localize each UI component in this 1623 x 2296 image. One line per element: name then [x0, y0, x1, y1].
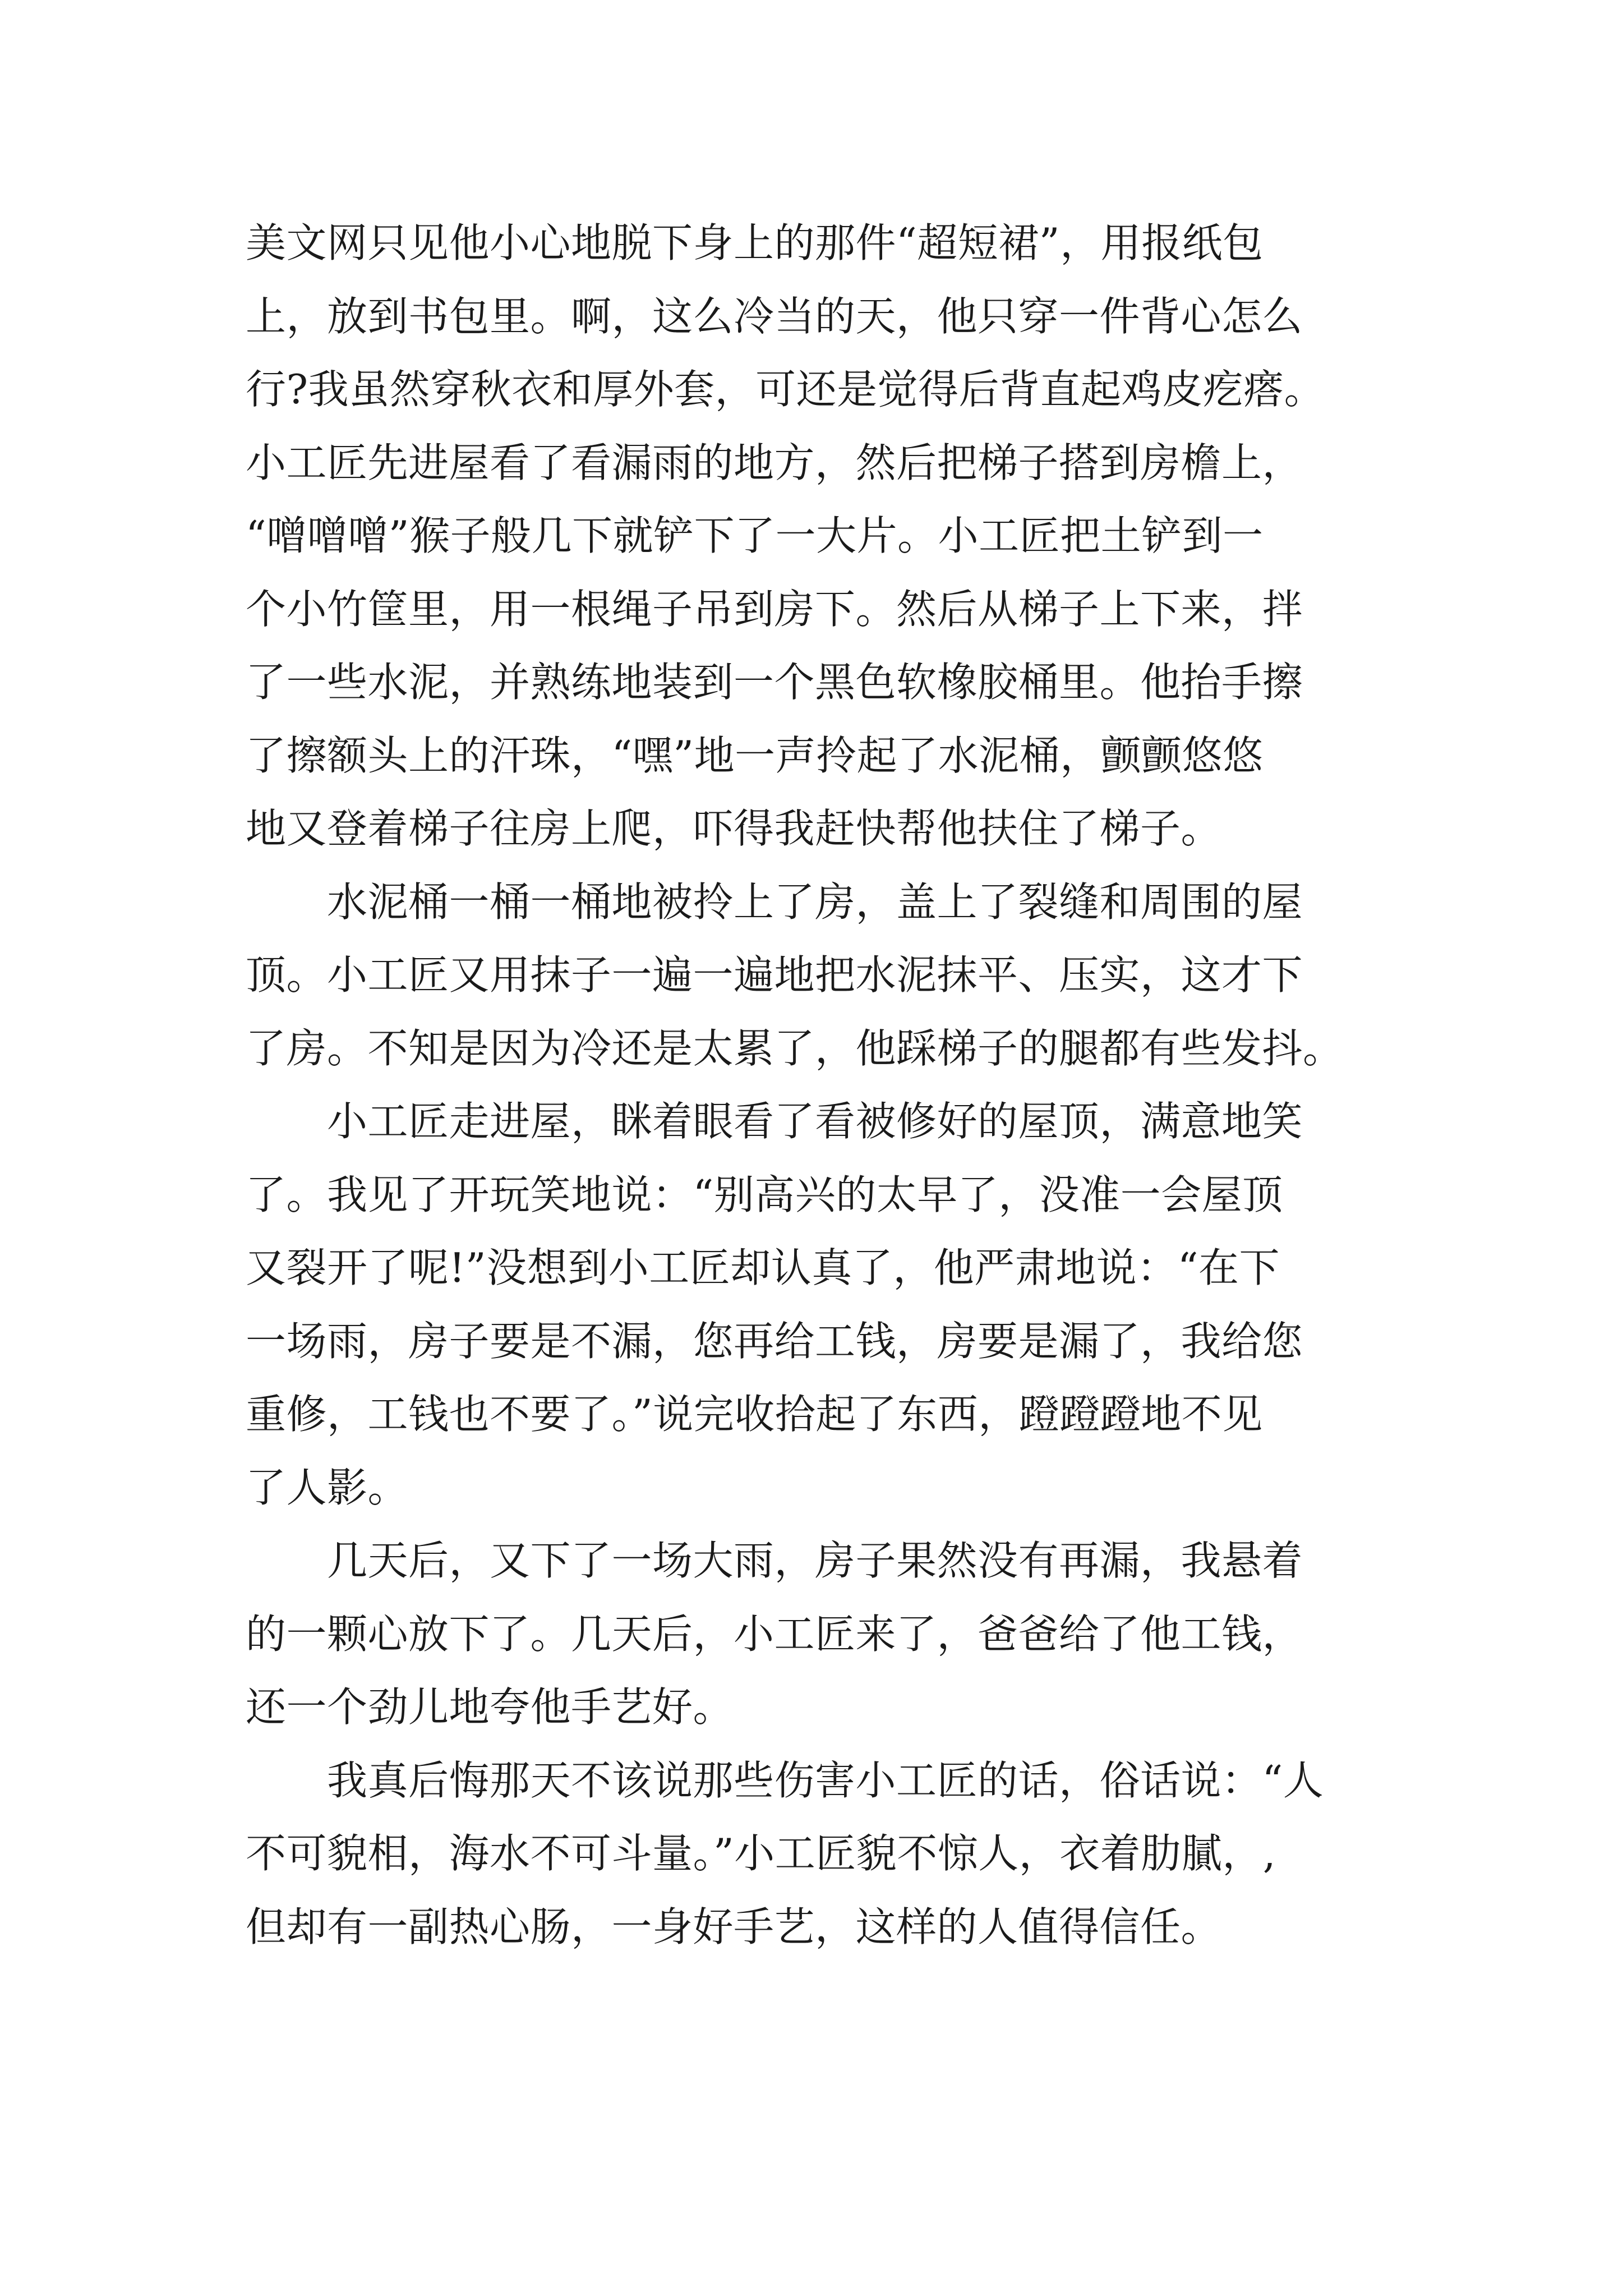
- text-line-3: 行?我虽然穿秋衣和厚外套，可还是觉得后背直起鸡皮疙瘩。: [246, 366, 1325, 413]
- text-line-19: 几天后，又下了一场大雨，房子果然没有再漏，我悬着: [246, 1537, 1303, 1584]
- text-line-1: 美文网只见他小心地脱下身上的那件“超短裙”，用报纸包: [246, 219, 1264, 266]
- text-line-24: 但却有一副热心肠，一身好手艺，这样的人值得信任。: [246, 1903, 1222, 1950]
- text-line-16: 一场雨，房子要是不漏，您再给工钱，房要是漏了，我给您: [246, 1317, 1303, 1365]
- text-line-7: 了一些水泥，并熟练地装到一个黑色软橡胶桶里。他抬手擦: [246, 659, 1303, 706]
- text-line-13: 小工匠走进屋，眯着眼看了看被修好的屋顶，满意地笑: [246, 1098, 1303, 1145]
- text-line-21: 还一个劲儿地夸他手艺好。: [246, 1683, 734, 1731]
- text-line-8: 了擦额头上的汗珠，“嘿”地一声拎起了水泥桶，颤颤悠悠: [246, 731, 1264, 779]
- text-line-22: 我真后悔那天不该说那些伤害小工匠的话，俗话说：“人: [246, 1756, 1324, 1804]
- text-line-17: 重修，工钱也不要了。”说完收拾起了东西，蹬蹬蹬地不见: [246, 1391, 1263, 1438]
- text-line-14: 了。我见了开玩笑地说：“别高兴的太早了，没准一会屋顶: [246, 1171, 1283, 1218]
- text-line-12: 了房。不知是因为冷还是太累了，他踩梯子的腿都有些发抖。: [246, 1024, 1344, 1072]
- text-line-18: 了人影。: [246, 1464, 409, 1511]
- text-line-11: 顶。小工匠又用抹子一遍一遍地把水泥抹平、压实，这才下: [246, 951, 1303, 999]
- text-line-5: “噌噌噌”猴子般几下就铲下了一大片。小工匠把土铲到一: [246, 512, 1264, 559]
- text-line-23: 不可貌相，海水不可斗量。”小工匠貌不惊人，衣着肋膩，,: [246, 1830, 1276, 1877]
- article-body: [246, 206, 1395, 1963]
- text-line-4: 小工匠先进屋看了看漏雨的地方，然后把梯子搭到房檐上，: [246, 439, 1303, 486]
- text-line-6: 个小竹筐里，用一根绳子吊到房下。然后从梯子上下来，拌: [246, 585, 1303, 633]
- text-line-9: 地又登着梯子往房上爬，吓得我赶快帮他扶住了梯子。: [246, 805, 1222, 852]
- text-line-2: 上，放到书包里。啊，这么冷当的天，他只穿一件背心怎么: [246, 292, 1303, 340]
- text-line-15: 又裂开了呢!”没想到小工匠却认真了，他严肃地说：“在下: [246, 1244, 1280, 1291]
- text-line-10: 水泥桶一桶一桶地被拎上了房，盖上了裂缝和周围的屋: [246, 878, 1303, 926]
- text-line-20: 的一颗心放下了。几天后，小工匠来了，爸爸给了他工钱，: [246, 1610, 1303, 1658]
